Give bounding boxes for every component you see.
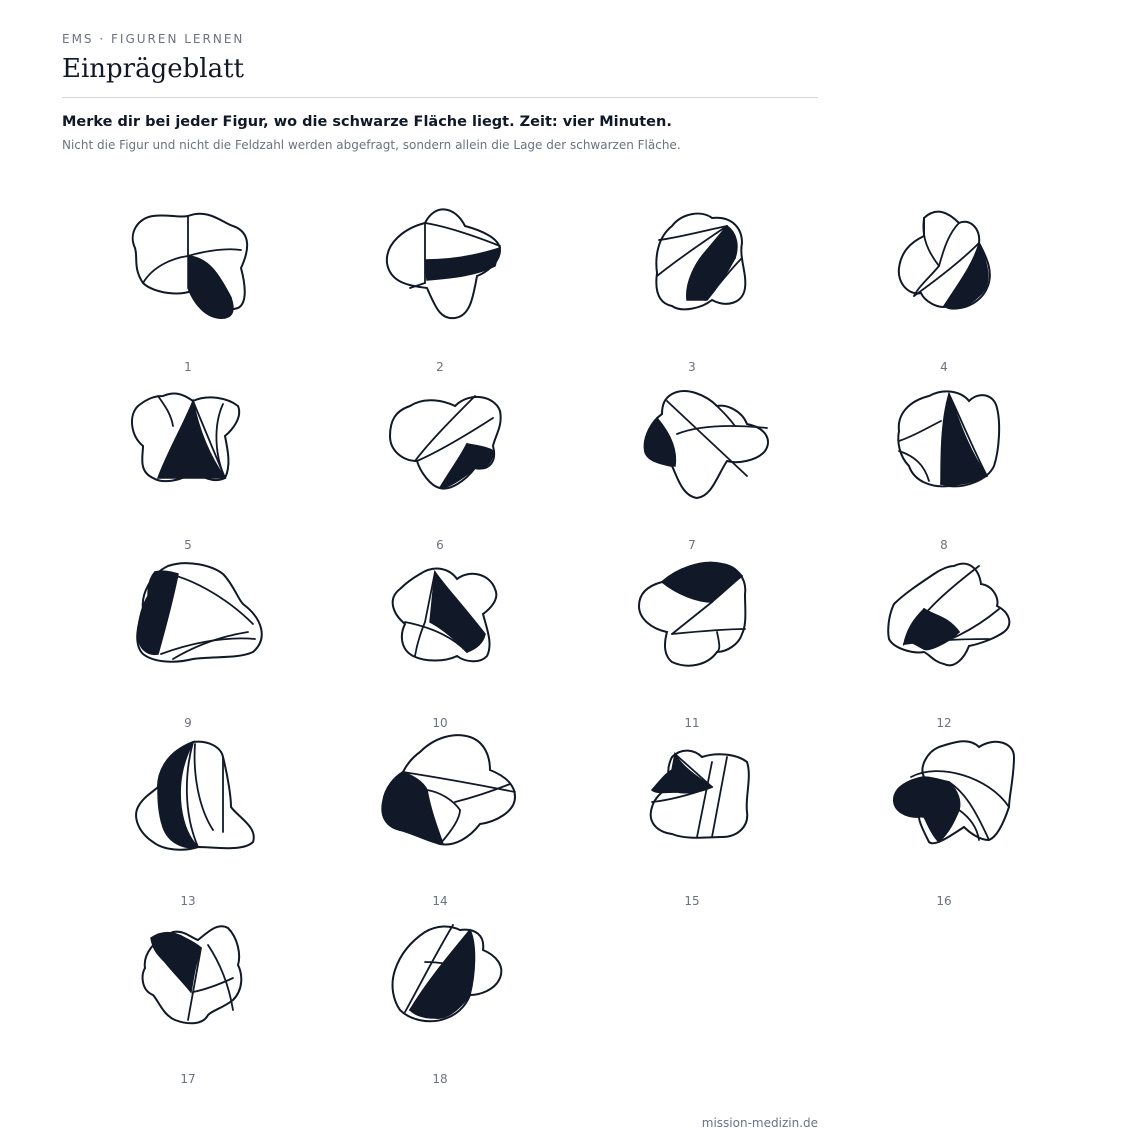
figure-card: [566, 534, 818, 730]
figure-drawing: [869, 544, 1019, 694]
figure-drawing: [365, 722, 515, 872]
figure-number: 16: [936, 894, 952, 908]
footer-site: mission-medizin.de: [701, 1116, 818, 1130]
figure-card: [818, 712, 1070, 908]
figure-card: [818, 178, 1070, 374]
figure-card: [314, 890, 566, 1086]
figure-card: [818, 534, 1070, 730]
figure-number: 17: [180, 1072, 196, 1086]
figure-card: [566, 356, 818, 552]
figure-drawing: [617, 544, 767, 694]
figure-number: 14: [432, 894, 448, 908]
figure-number: 11: [684, 716, 700, 730]
figure-card: [62, 356, 314, 552]
eyebrow: EMS · FIGUREN LERNEN: [62, 32, 245, 46]
figure-card: [314, 356, 566, 552]
figure-number: 6: [436, 538, 444, 552]
figure-drawing: [617, 366, 767, 516]
figure-drawing: [365, 900, 515, 1050]
figure-drawing: [113, 722, 263, 872]
figure-drawing: [113, 544, 263, 694]
figure-drawing: [365, 544, 515, 694]
instruction-note: Nicht die Figur und nicht die Feldzahl werden abgefragt, sondern allein die Lage der schwarzen Fläche.: [62, 138, 681, 152]
figure-drawing: [869, 188, 1019, 338]
figure-number: 9: [184, 716, 192, 730]
figure-card: [62, 534, 314, 730]
title-divider: [62, 97, 818, 98]
figure-card: [566, 712, 818, 908]
figure-card: [314, 534, 566, 730]
figure-number: 8: [940, 538, 948, 552]
instruction-text: Merke dir bei jeder Figur, wo die schwarze Fläche liegt. Zeit: vier Minuten.: [62, 114, 672, 130]
figure-card: [62, 712, 314, 908]
figure-number: 10: [432, 716, 448, 730]
figure-drawing: [869, 366, 1019, 516]
figure-number: 18: [432, 1072, 448, 1086]
figure-number: 5: [184, 538, 192, 552]
figure-card: [62, 178, 314, 374]
figure-drawing: [365, 188, 515, 338]
figure-number: 15: [684, 894, 700, 908]
page-title: Einprägeblatt: [62, 54, 244, 84]
figure-number: 7: [688, 538, 696, 552]
figure-drawing: [113, 188, 263, 338]
figure-number: 12: [936, 716, 952, 730]
figure-drawing: [617, 188, 767, 338]
figure-card: [818, 356, 1070, 552]
figure-card: [314, 712, 566, 908]
figure-card: [566, 178, 818, 374]
figure-drawing: [617, 722, 767, 872]
figure-drawing: [113, 900, 263, 1050]
figure-number: 2: [436, 360, 444, 374]
figure-number: 13: [180, 894, 196, 908]
figure-card: [62, 890, 314, 1086]
figure-drawing: [113, 366, 263, 516]
figure-outline: [390, 397, 501, 489]
figure-number: 3: [688, 360, 696, 374]
figure-drawing: [365, 366, 515, 516]
figure-number: 4: [940, 360, 948, 374]
figure-drawing: [869, 722, 1019, 872]
figure-number: 1: [184, 360, 192, 374]
figure-card: [314, 178, 566, 374]
